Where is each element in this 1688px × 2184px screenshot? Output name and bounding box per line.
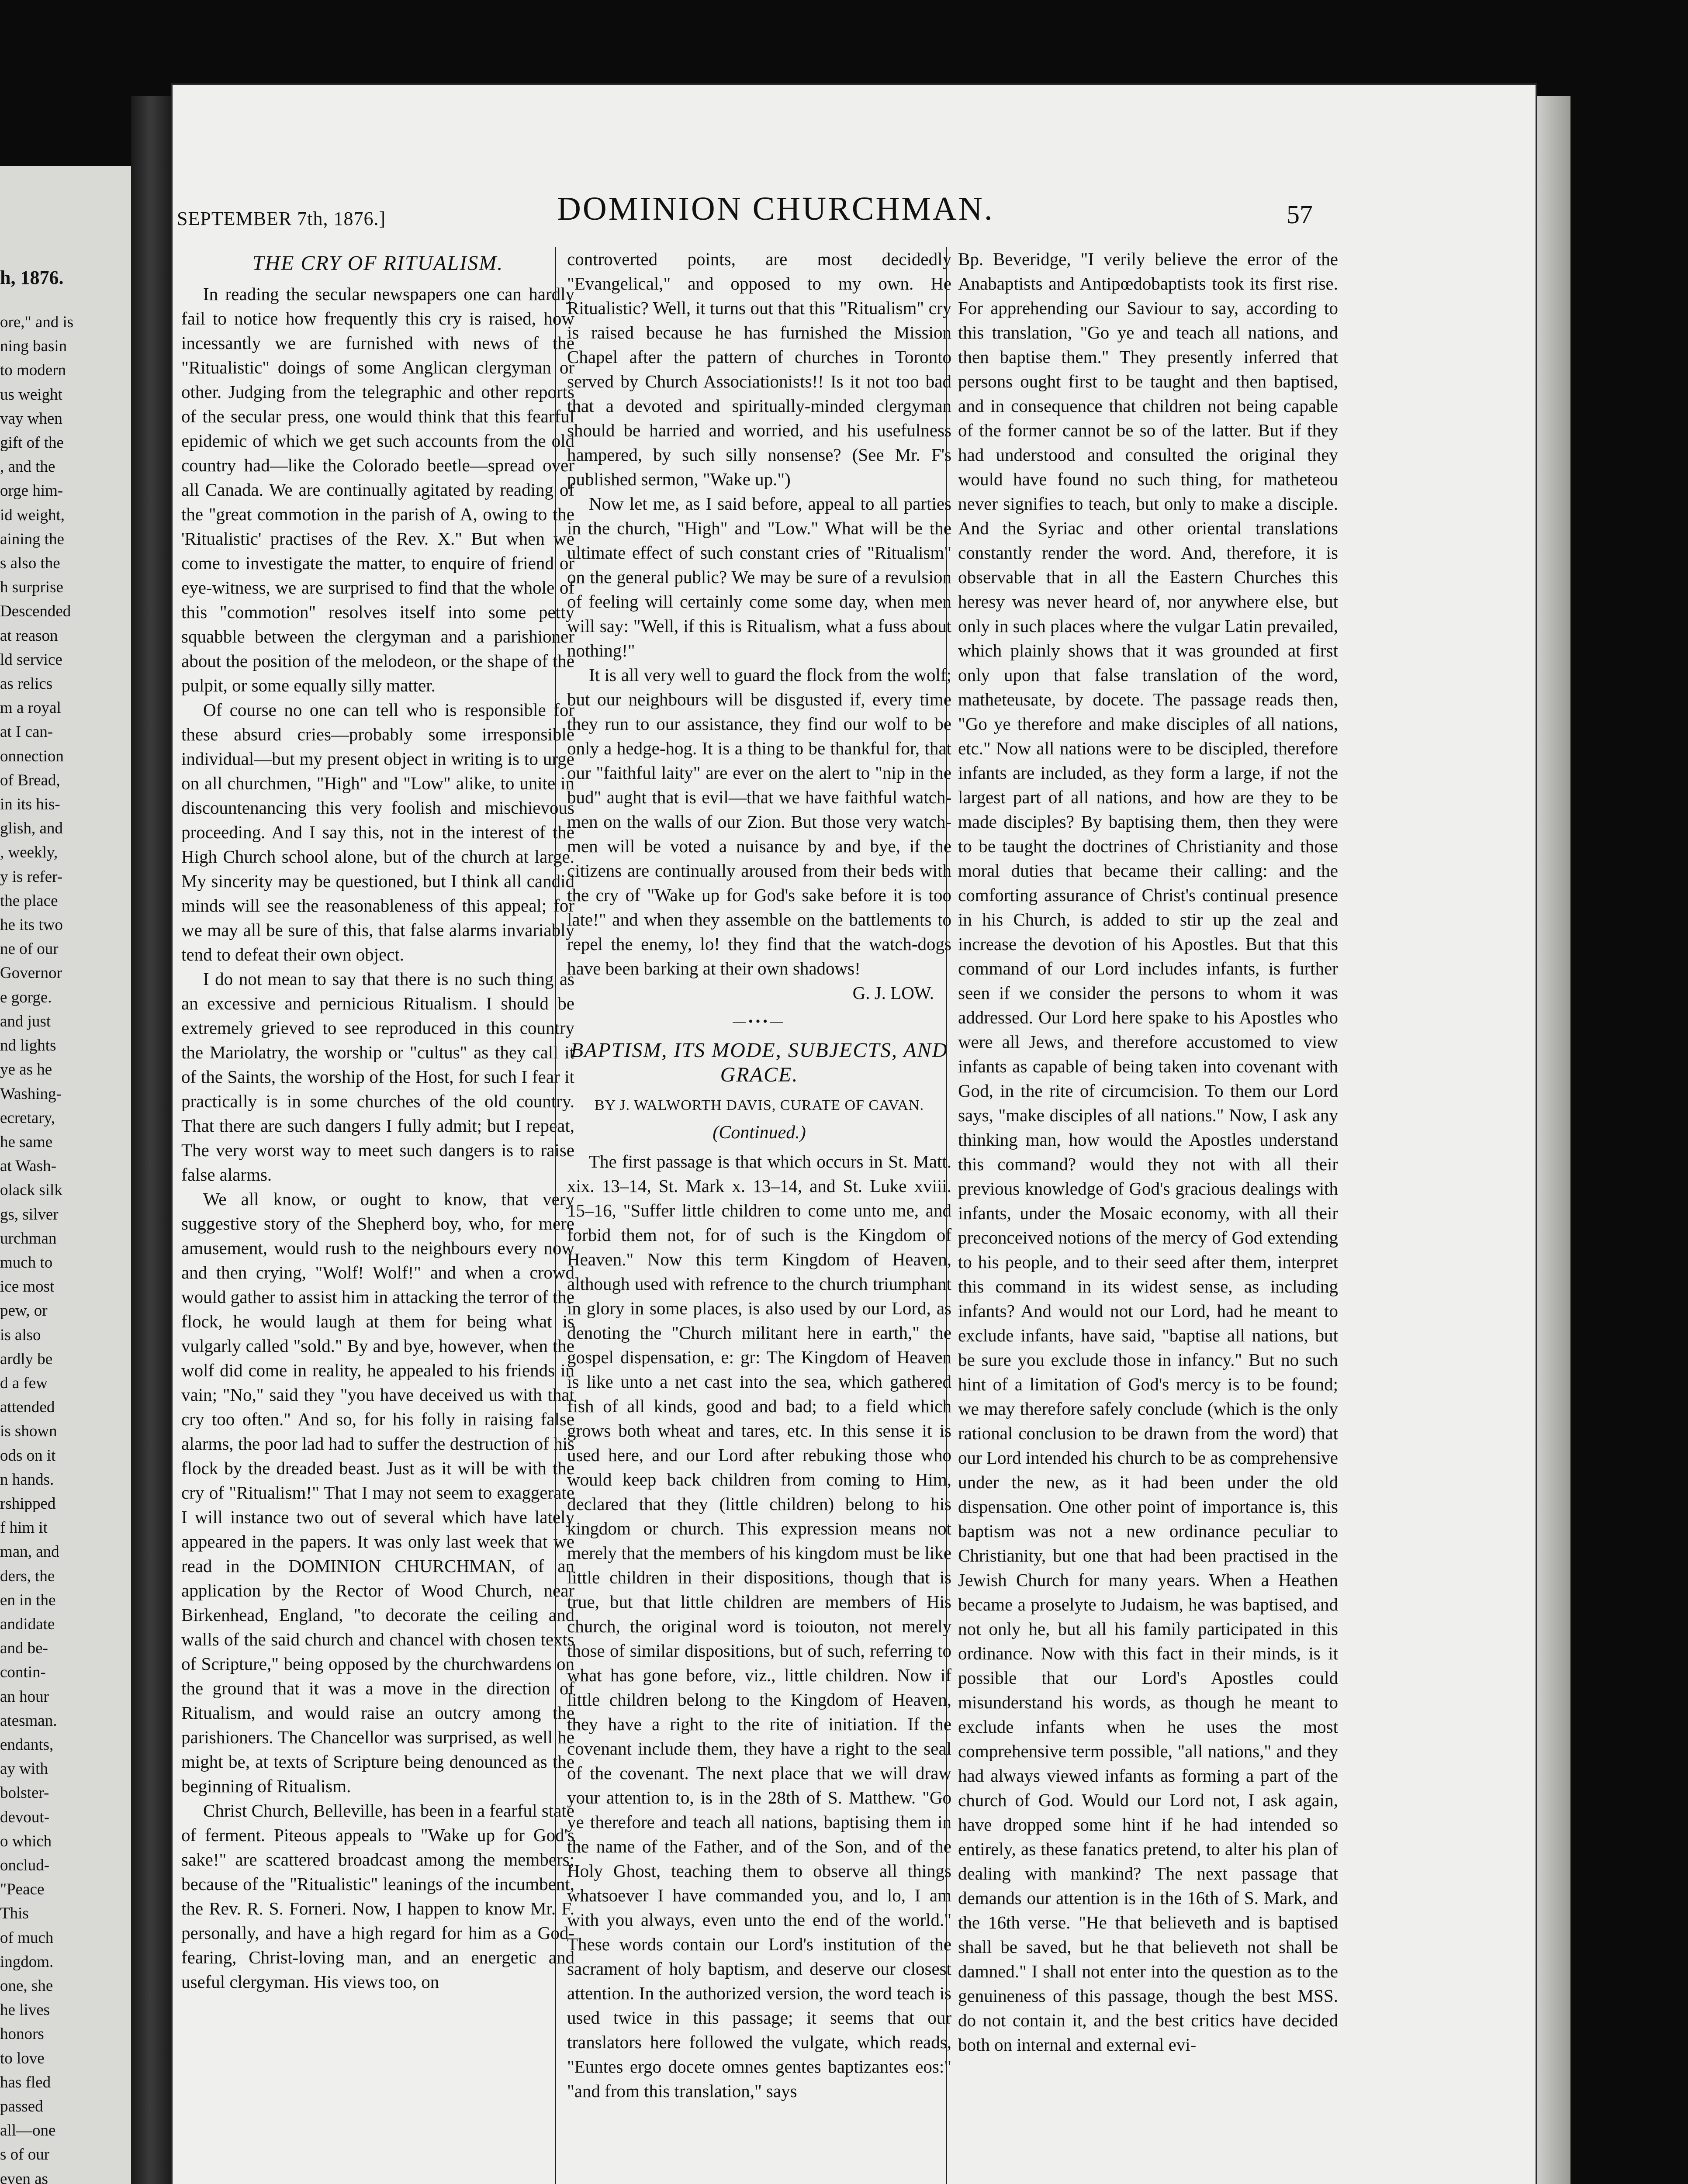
left-page-line: atesman. — [0, 1711, 57, 1730]
left-page-line: us weight — [0, 385, 62, 404]
left-page-line: orge him- — [0, 482, 63, 500]
left-page-line: rshipped — [0, 1494, 56, 1513]
left-page-line: he lives — [0, 2001, 50, 2019]
left-page-line: s also the — [0, 554, 60, 573]
column-2 — [555, 247, 951, 2184]
left-page-line: s of our — [0, 2146, 50, 2164]
paragraph: I do not mean to say that there is no such thing as an excessive and pernicious Ritualism. I should be extremely grieved to see reproduced in this country the Mariolatry, the worship or "cultus" as they call it of the Saints, the worship of the Host, for such I fear it practically is in some churches of the old country. That there are such dangers I fully admit; but I repeat, The very worst way to meet such dangers is to raise false alarms. — [181, 969, 574, 1185]
paragraph: Bp. Beveridge, "I verily believe the error of the Anabaptists and Antipœdobaptists took its first rise. For apprehending our Saviour to say, according to this translation, "Go ye and teach all nations, and then baptise them." They presently inferred that persons ought first to be taught and then baptised, and in consequence that children not being capable of the former cannot be so of the latter. But if they had understood and consulted the original they would have found no such thing, for matheteou never signifies to teach, but only to make a disciple. And the Syriac and other oriental translations constantly render the word. And, therefore, it is observable that in all the Eastern Churches this heresy was never heard of, nor anywhere else, but only in such places where the vulgar Latin prevailed, which plainly shows that it was grounded at first only upon that false translation of the word, matheteusate, by docete. The passage reads then, "Go ye therefore and make disciples of all nations, etc." Now all nations were to be discipled, therefore infants are included, as they form a large, if not the largest part of all nations, and how are they to be made disciples? By baptising them, then they were to be taught the doctrines of Christianity and those moral duties that became their calling: and the comforting assurance of Christ's continual presence in his Church, is added to stir up the zeal and increase the devotion of his Apostles. But that this command of our Lord includes infants, is further seen if we consider the persons to whom it was addressed. Our Lord here spake to his Apostles who were all Jews, and therefore accustomed to view infants as capable of being taken into covenant with God, in the rite of circumcision. To them our Lord says, "make disciples of all nations." Now, I ask any thinking man, how would the Apostles understand this command? would they not with all their previous knowledge of God's gracious dealings with infants, under the Mosaic economy, with all their preconceived notions of the mercy of God extending to his people, and to their seed after them, interpret this command in its widest sense, as including infants? And would not our Lord, had he meant to exclude infants, have said, "baptise all nations, but be sure you exclude those in infancy." But no such hint of a limitation of God's mercy is to be found; we may therefore safely conclude (which is the only rational conclusion to be drawn from the word) that our Lord intended his church to be as comprehensive under the new, as it had been under the old dispensation. One other point of importance is, this baptism was not a new ordinance peculiar to Christianity, but one that had been practised in the Jewish Church for many years. When a Heathen became a proselyte to Judaism, he was baptised, and not only he, but all his family participated in this ordinance. Now with this fact in their minds, is it possible that our Lord's Apostles could misunderstand his words, as though he meant to exclude infants when he uses the most comprehensive term possible, "all nations," and they had always viewed infants as forming a part of the church of God. Would our Lord not, I ask again, have dropped some hint if he had intended so entirely, as these fanatics pretend, to alter his plan of dealing with mankind? The next passage that demands our attention is in the 16th of S. Mark, and the 16th verse. "He that believeth and is baptised shall be saved, but he that believeth not shall be damned." I shall not enter into the question as to the genuineness of this passage, though the best MSS. do not contain it, and the best critics have decided both on internal and external evi- — [958, 249, 1338, 2055]
left-page-line: at Wash- — [0, 1157, 56, 1175]
newspaper-page — [173, 85, 1536, 2184]
left-page-line: one, she — [0, 1977, 53, 1995]
left-page-line: in its his- — [0, 795, 60, 814]
left-page-line: to modern — [0, 361, 66, 380]
left-page-line: is shown — [0, 1422, 57, 1441]
left-page-line: Governor — [0, 964, 62, 982]
left-page-line: onclud- — [0, 1856, 50, 1874]
left-page-line: honors — [0, 2025, 44, 2043]
left-page-line: ods on it — [0, 1446, 56, 1465]
left-page-line: glish, and — [0, 819, 63, 838]
left-page-line: at I can- — [0, 723, 53, 741]
left-page-line: f him it — [0, 1519, 48, 1537]
left-page-line: ning basin — [0, 337, 67, 356]
left-page-line: e gorge. — [0, 988, 52, 1006]
left-page-line: ingdom. — [0, 1952, 54, 1971]
page-number: 57 — [1287, 200, 1313, 229]
column-3 — [946, 247, 1338, 2184]
left-page-line: he same — [0, 1133, 53, 1151]
left-page-line: andidate — [0, 1615, 55, 1633]
column-1 — [181, 247, 574, 2184]
left-page-line: onnection — [0, 747, 64, 765]
left-page-line: olack silk — [0, 1181, 62, 1199]
left-page-line: vay when — [0, 409, 62, 428]
issue-date: SEPTEMBER 7th, 1876.] — [177, 208, 386, 229]
article-byline: BY J. WALWORTH DAVIS, CURATE OF CAVAN. — [594, 1097, 924, 1113]
left-page-line: bolster- — [0, 1784, 49, 1802]
book-gutter — [131, 96, 179, 2184]
left-page-line: d a few — [0, 1374, 48, 1392]
left-page-line: even as — [0, 2170, 48, 2184]
continued-label: (Continued.) — [713, 1123, 806, 1143]
left-page-line: man, and — [0, 1543, 59, 1561]
left-page-line: id weight, — [0, 506, 65, 524]
left-page-line: ice most — [0, 1278, 55, 1296]
paragraph: The first passage is that which occurs in St. Matt. xix. 13–14, St. Mark x. 13–14, and St. Luke xviii. 15–16, "Suffer little children to come unto me, and forbid them not, for of such is the Kingdom of Heaven." Now this term Kingdom of Heaven, although used with refrence to the church triumphant in glory in some places, is also used by our Lord, as denoting the "Church militant here in earth," the gospel dispensation, e: gr: The Kingdom of Heaven is like unto a net cast into the sea, which gathered fish of all kinds, good and bad; to a field which grows both wheat and tares, etc. In this sense it is used here, and our Lord after rebuking those who would keep back children from coming to Him, declared that they (little children) belong to his kingdom or church. This expression means not merely that the members of his kingdom must be like little children in their dispositions, though that is true, but that little children are members of His church, the original word is toiouton, not merely those of similar dispositions, but of such, referring to what has gone before, viz., little children. Now if little children belong to the Kingdom of Heaven, they have a right to the rite of initiation. If the covenant include them, they have a right to the seal of the covenant. The next place that we will draw your attention to, is in the 28th of S. Matthew. "Go ye therefore and teach all nations, baptising them in the name of the Father, and of the Son, and of the Holy Ghost, teaching them to observe all things whatsoever I have commanded you, and lo, I am with you always, even unto the end of the world." These words contain our Lord's institution of the sacrament of holy baptism, and deserve our closest attention. In the authorized version, the word teach is used twice in this passage; it seems that our translators here followed the vulgate, which reads, "Euntes ergo docete omnes gentes baptizantes eos:" "and from this translation," says — [567, 1151, 951, 2101]
left-page-line: ld service — [0, 650, 62, 669]
left-page-line: and be- — [0, 1639, 48, 1658]
article-title-baptism: BAPTISM, ITS MODE, SUBJECTS, AND GRACE. — [570, 1039, 948, 1086]
left-page-line: y is refer- — [0, 867, 63, 886]
left-page-line: and just — [0, 1012, 51, 1030]
left-page-line: o which — [0, 1832, 52, 1850]
left-page-line: ders, the — [0, 1567, 55, 1585]
masthead-title: DOMINION CHURCHMAN. — [557, 190, 994, 227]
left-page-line: much to — [0, 1253, 53, 1272]
left-page-line: gift of the — [0, 434, 64, 452]
left-page-line: n hands. — [0, 1470, 54, 1489]
left-page-header: h, 1876. — [0, 267, 64, 288]
left-page-text — [0, 310, 122, 2184]
paragraph: controverted points, are most decidedly "Evangelical," and opposed to my own. He Ritualistic? Well, it turns out that this "Ritualism" cry is raised because he has furnished the Mission Chapel after the pattern of churches in Toronto served by Church Associationists!! Is it not too bad that a devoted and spiritually-minded clergyman should be harried and worried, and his usefulness hampered, by such silly nonsense? (See Mr. F's published sermon, "Wake up.") — [567, 249, 951, 489]
left-page-line: ne of our — [0, 940, 59, 958]
page-edge — [1536, 96, 1570, 2184]
left-page-fragment — [0, 166, 137, 2184]
paragraph: We all know, or ought to know, that very suggestive story of the Shepherd boy, who, for mere amusement, would rush to the neighbours every now and then crying, "Wolf! Wolf!" and when a crowd would gather to assist him in attacking the terror of the flock, he would laugh at them for being what is vulgarly called "sold." By and bye, however, when the wolf did come in reality, he appealed to his friends in vain; "No," said they "you have deceived us with that cry too often." And so, for his folly in raising false alarms, the poor lad had to suffer the destruction of his flock by the dreaded beast. Just as it will be with the cry of "Ritualism!" That I may not seem to exaggerate I will instance two out of several which have lately appeared in the papers. It was only last week that we read in the DOMINION CHURCHMAN, of an application by the Rector of Wood Church, near Birkenhead, England, "to decorate the ceiling and walls of the said church and chancel with chosen texts of Scripture," being opposed by the churchwardens on the ground that it was a move in the direction of Ritualism, and would raise an outcry among the parishioners. The Chancellor was surprised, as well he might be, at texts of Scripture being denounced as the beginning of Ritualism. — [181, 1189, 574, 1796]
article-separator: —•••— — [733, 1014, 786, 1029]
paragraph: Now let me, as I said before, appeal to all parties in the church, "High" and "Low." What will be the ultimate effect of such constant cries of "Ritualism" on the general public? We may be sure of a revulsion of feeling will certainly come some day, when men will say: "Well, if this is Ritualism, what a fuss about nothing!" — [567, 494, 951, 660]
left-page-line: h surprise — [0, 578, 63, 597]
left-page-line: Washing- — [0, 1085, 62, 1103]
left-page-line: nd lights — [0, 1037, 56, 1055]
left-page-line: Descended — [0, 602, 71, 621]
left-page-line: m a royal — [0, 699, 61, 717]
left-page-line: has fled — [0, 2073, 51, 2091]
paragraph: Of course no one can tell who is responsible for these absurd cries—probably some irresponsible individual—but my present object in writing is to urge on all churchmen, "High" and "Low" alike, to unite in discountenancing this very foolish and mischievous proceeding. And I say this, not in the interest of the High Church school alone, but of the church at large. My sincerity may be questioned, but I think all candid minds will see the reasonableness of this appeal; for we may all be sure of this, that false alarms invariably tend to defeat their own object. — [181, 700, 574, 964]
left-page-line: urchman — [0, 1229, 57, 1248]
left-page-line: ay with — [0, 1760, 48, 1778]
left-page-line: gs, silver — [0, 1205, 59, 1223]
left-page-line: he its two — [0, 916, 63, 934]
left-page-line: passed — [0, 2098, 43, 2116]
left-page-line: ore," and is — [0, 313, 74, 331]
paragraph: In reading the secular newspapers one can hardly fail to notice how frequently this cry is raised, how incessantly we are furnished with news of the "Ritualistic" doings of some Anglican clergyman or other. Judging from the telegraphic and other reports of the secular press, one would think that this fearful epidemic of which we get such accounts from the old country had—like the Colorado beetle—spread over all Canada. We are continually agitated by reading of the "great commotion in the parish of A, owing to the 'Ritualistic' practises of the Rev. X." But when we come to investigate the matter, to enquire of friend or eye-witness, we are surprised to find that the whole of this "commotion" resolves itself into some petty squabble between the clergyman and a parishioner about the position of the melodeon, or the shape of the pulpit, or some equally silly matter. — [181, 284, 574, 695]
paragraph: It is all very well to guard the flock from the wolf; but our neighbours will be disgusted if, every time they run to our assistance, they find our wolf to be only a hedge-hog. It is a thing to be thankful for, that our "faithful laity" are ever on the alert to "nip in the bud" aught that is evil—that we have faithful watch-men on the walls of our Zion. But those very watch-men will be voted a nuisance by and bye, if the citizens are continually aroused from their beds with the cry of "Wake up for God's sake before it is too late!" and when they assemble on the battlements to repel the enemy, lo! they find that the watch-dogs have been barking at their own shadows! — [567, 665, 951, 978]
left-page-line: of much — [0, 1928, 54, 1947]
left-page-line: is also — [0, 1326, 41, 1344]
left-page-line: devout- — [0, 1808, 50, 1826]
left-page-line: to love — [0, 2049, 45, 2067]
left-page-line: en in the — [0, 1591, 56, 1609]
left-page-line: ardly be — [0, 1350, 53, 1368]
left-page-line: all—one — [0, 2122, 56, 2140]
left-page-line: ecretary, — [0, 1109, 55, 1127]
left-page-line: , weekly, — [0, 843, 58, 862]
left-page-line: at reason — [0, 626, 58, 645]
left-page-line: pew, or — [0, 1302, 48, 1320]
article-title-ritualism: THE CRY OF RITUALISM. — [252, 252, 504, 275]
left-page-line: This — [0, 1904, 29, 1923]
left-page-line: the place — [0, 892, 58, 910]
left-page-line: , and the — [0, 458, 55, 476]
left-page-line: contin- — [0, 1663, 46, 1682]
paragraph: Christ Church, Belleville, has been in a fearful state of ferment. Piteous appeals to "Wake up for God's sake!" are scattered broadcast among the members; because of the "Ritualistic" leanings of the incumbent, the Rev. R. S. Forneri. Now, I happen to know Mr. F. personally, and have a high regard for him as a God-fearing, Christ-loving man, and an energetic and useful clergyman. His views too, on — [181, 1800, 574, 1992]
left-page-line: attended — [0, 1398, 55, 1417]
left-page-line: aining the — [0, 530, 64, 548]
left-page-line: as relics — [0, 675, 53, 693]
left-page-line: endants, — [0, 1735, 54, 1754]
author-signature: G. J. LOW. — [852, 983, 934, 1003]
left-page-line: of Bread, — [0, 771, 60, 789]
left-page-line: an hour — [0, 1687, 49, 1706]
left-page-line: "Peace — [0, 1880, 45, 1899]
left-page-line: ye as he — [0, 1061, 52, 1079]
